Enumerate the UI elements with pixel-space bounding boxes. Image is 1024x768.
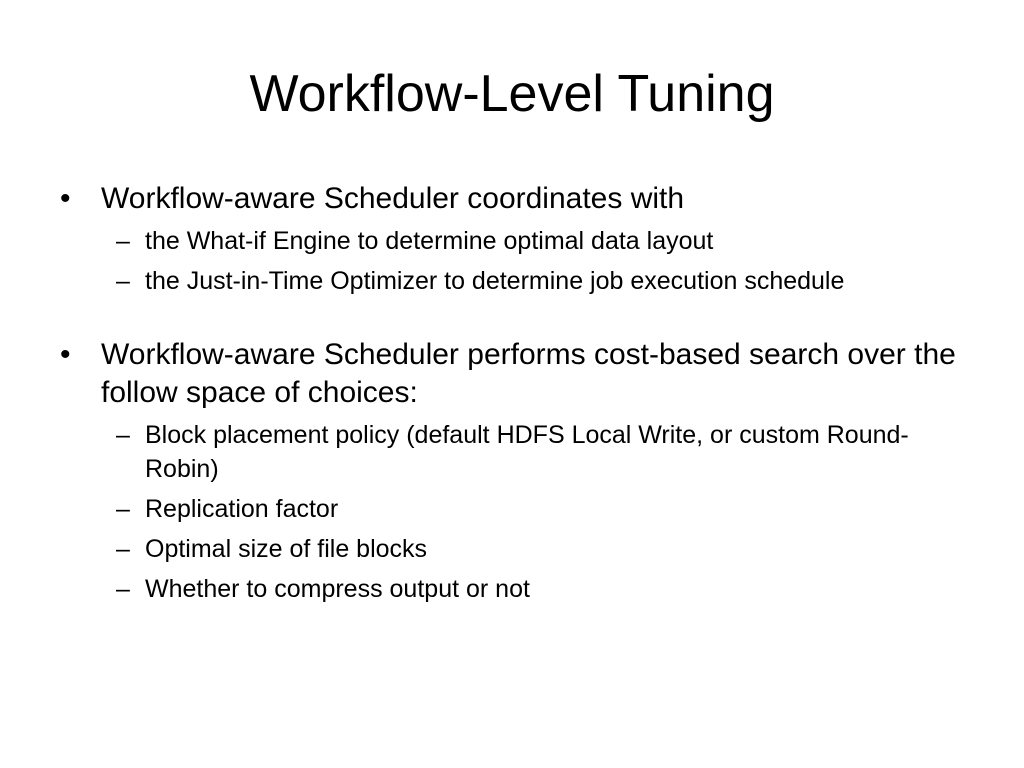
sub-bullet-text: the Just-in-Time Optimizer to determine job execution schedule	[145, 267, 845, 295]
slide-body	[56, 180, 976, 606]
dash-icon: –	[116, 535, 130, 563]
dash-icon: –	[116, 227, 130, 255]
sub-bullet-item	[56, 264, 976, 298]
sub-bullet-item	[56, 492, 976, 526]
sub-bullet-item	[56, 532, 976, 566]
sub-bullet-item	[56, 224, 976, 258]
dash-icon: –	[116, 421, 130, 449]
bullet-text: Workflow-aware Scheduler coordinates with	[101, 182, 685, 215]
sub-bullet-text: Optimal size of file blocks	[145, 535, 428, 563]
bullet-text: Workflow-aware Scheduler performs cost-based search over the follow space of choices:	[101, 338, 956, 409]
sub-bullet-text: Whether to compress output or not	[145, 575, 530, 603]
sub-bullet-text: Replication factor	[145, 495, 339, 523]
bullet-item	[56, 180, 976, 218]
sub-list	[56, 418, 976, 606]
sub-list	[56, 224, 976, 298]
spacer	[56, 298, 976, 336]
slide-title: Workflow-Level Tuning	[249, 65, 775, 123]
sub-bullet-text: Block placement policy (default HDFS Local Write, or custom Round-Robin)	[145, 421, 909, 483]
bullet-item	[56, 336, 976, 412]
bullet-icon: •	[60, 182, 71, 215]
sub-bullet-item	[56, 418, 976, 486]
sub-bullet-item	[56, 572, 976, 606]
sub-bullet-text: the What-if Engine to determine optimal data layout	[145, 227, 714, 255]
bullet-icon: •	[60, 338, 71, 371]
dash-icon: –	[116, 575, 130, 603]
dash-icon: –	[116, 495, 130, 523]
dash-icon: –	[116, 267, 130, 295]
